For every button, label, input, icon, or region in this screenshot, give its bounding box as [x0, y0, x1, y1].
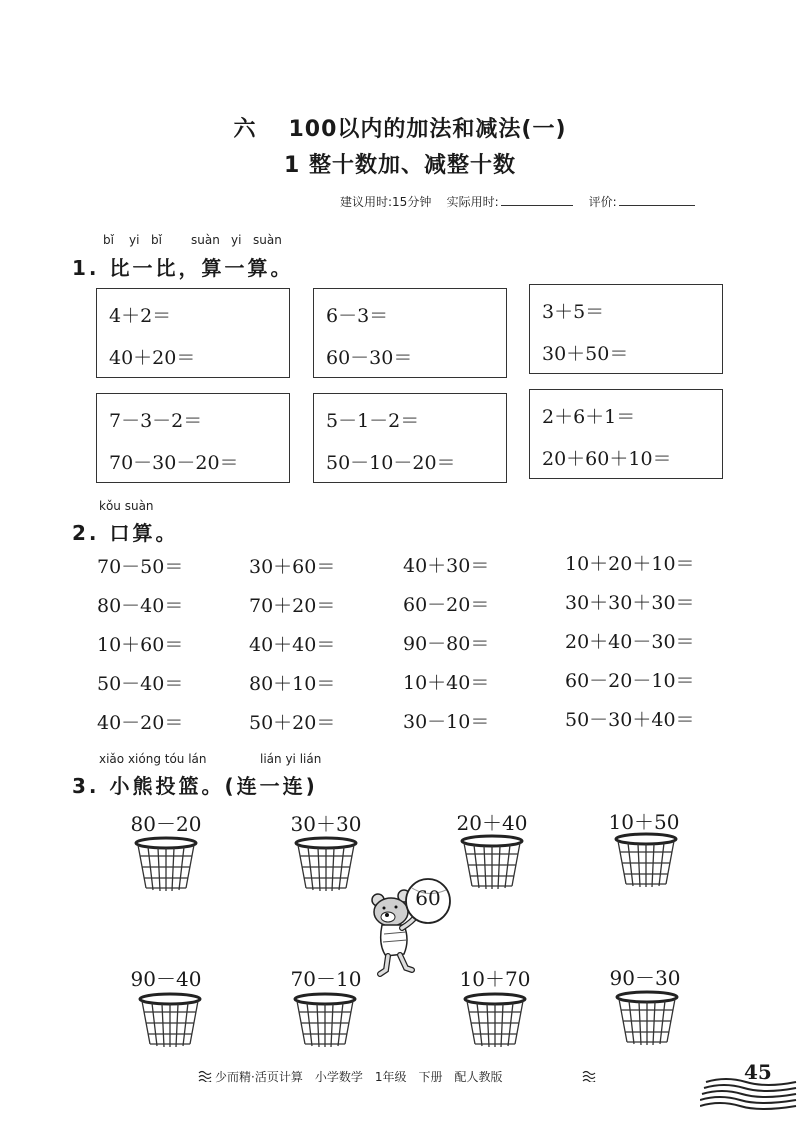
oral-expression: 70－50＝	[97, 556, 184, 578]
oral-expression: 30－10＝	[403, 711, 490, 733]
basketball-hoop-icon[interactable]	[460, 992, 530, 1052]
hoop-expression: 30＋30	[290, 812, 362, 836]
oral-expression: 40＋40＝	[249, 634, 336, 656]
basketball-hoop-icon[interactable]	[611, 832, 681, 892]
oral-expression: 60－20＝	[403, 594, 490, 616]
oral-expression: 30＋30＋30＝	[565, 592, 695, 614]
oral-expression: 80＋10＝	[249, 673, 336, 695]
q1-pinyin: bǐ yi bǐ suàn yi suàn	[103, 233, 282, 247]
oral-expression: 40＋30＝	[403, 555, 490, 577]
oral-expression: 30＋60＝	[249, 556, 336, 578]
actual-time-label: 实际用时:	[446, 195, 499, 209]
footer	[215, 1068, 503, 1085]
oral-column-4	[565, 549, 695, 744]
oral-column-1	[97, 552, 183, 747]
footer-subject: 小学数学	[314, 1070, 363, 1084]
oral-column-3	[403, 551, 489, 746]
box-expression: 6－3＝	[326, 305, 389, 327]
oral-expression: 50－30＋40＝	[565, 709, 695, 731]
oral-expression: 80－40＝	[97, 595, 184, 617]
unit-title-text: 100以内的加法和减法(一)	[288, 117, 567, 142]
box-expression: 60－30＝	[326, 347, 413, 369]
box-expression: 7－3－2＝	[109, 410, 203, 432]
basketball-hoop-icon[interactable]	[291, 836, 361, 896]
q2-heading: 2. 口算。	[72, 521, 179, 545]
page-number: 45	[744, 1060, 772, 1084]
compare-box-4	[96, 393, 290, 483]
footer-book: 少而精·活页计算	[215, 1070, 303, 1084]
hoop-expression: 80－20	[130, 812, 202, 836]
q3-pinyin-2: lián yi lián	[260, 752, 322, 766]
q2-pinyin: kǒu suàn	[99, 499, 154, 513]
box-expression: 20＋60＋10＝	[542, 448, 672, 470]
oral-column-2	[249, 552, 335, 747]
oral-expression: 60－20－10＝	[565, 670, 695, 692]
compare-box-5	[313, 393, 507, 483]
q3-heading: 3. 小熊投篮。(连一连)	[72, 774, 318, 798]
oral-expression: 10＋20＋10＝	[565, 553, 695, 575]
box-expression: 50－10－20＝	[326, 452, 456, 474]
box-expression: 5－1－2＝	[326, 410, 420, 432]
actual-time-blank[interactable]	[501, 195, 573, 206]
suggested-time: 建议用时:15分钟	[340, 195, 432, 209]
hoop-expression: 90－30	[609, 966, 681, 990]
hoop-expression: 90－40	[130, 967, 202, 991]
compare-box-2	[313, 288, 507, 378]
unit-title	[0, 112, 800, 143]
oral-expression: 50－40＝	[97, 673, 184, 695]
compare-box-6	[529, 389, 723, 479]
unit-number: 六	[233, 117, 257, 142]
compare-box-3	[529, 284, 723, 374]
box-expression: 4＋2＝	[109, 305, 172, 327]
q1-heading: 1. 比一比，算一算。	[72, 256, 294, 280]
box-expression: 30＋50＝	[542, 343, 629, 365]
basketball-hoop-icon[interactable]	[131, 836, 201, 896]
footer-volume: 下册	[418, 1070, 443, 1084]
basketball-hoop-icon[interactable]	[612, 990, 682, 1050]
oral-expression: 20＋40－30＝	[565, 631, 695, 653]
ball-number: 60	[415, 886, 441, 910]
rating-label: 评价:	[588, 195, 617, 209]
box-expression: 3＋5＝	[542, 301, 605, 323]
footer-edition: 配人教版	[454, 1070, 503, 1084]
timing-line	[340, 193, 711, 210]
footer-grade: 1年级	[374, 1070, 407, 1084]
hoop-expression: 70－10	[290, 967, 362, 991]
oral-expression: 50＋20＝	[249, 712, 336, 734]
basketball-hoop-icon[interactable]	[290, 992, 360, 1052]
hoop-expression: 10＋70	[459, 967, 531, 991]
oral-expression: 40－20＝	[97, 712, 184, 734]
box-expression: 40＋20＝	[109, 347, 196, 369]
oral-expression: 10＋60＝	[97, 634, 184, 656]
lesson-title: 1 整十数加、减整十数	[284, 153, 516, 178]
oral-expression: 70＋20＝	[249, 595, 336, 617]
wave-ornament-icon	[582, 1070, 596, 1082]
hoop-expression: 10＋50	[608, 810, 680, 834]
oral-expression: 10＋40＝	[403, 672, 490, 694]
hoop-expression: 20＋40	[456, 811, 528, 835]
rating-blank[interactable]	[619, 195, 695, 206]
compare-box-1	[96, 288, 290, 378]
box-expression: 70－30－20＝	[109, 452, 239, 474]
wave-ornament-icon	[198, 1070, 212, 1082]
oral-expression: 90－80＝	[403, 633, 490, 655]
box-expression: 2＋6＋1＝	[542, 406, 636, 428]
q3-pinyin-1: xiǎo xióng tóu lán	[99, 752, 207, 766]
basketball-hoop-icon[interactable]	[135, 992, 205, 1052]
